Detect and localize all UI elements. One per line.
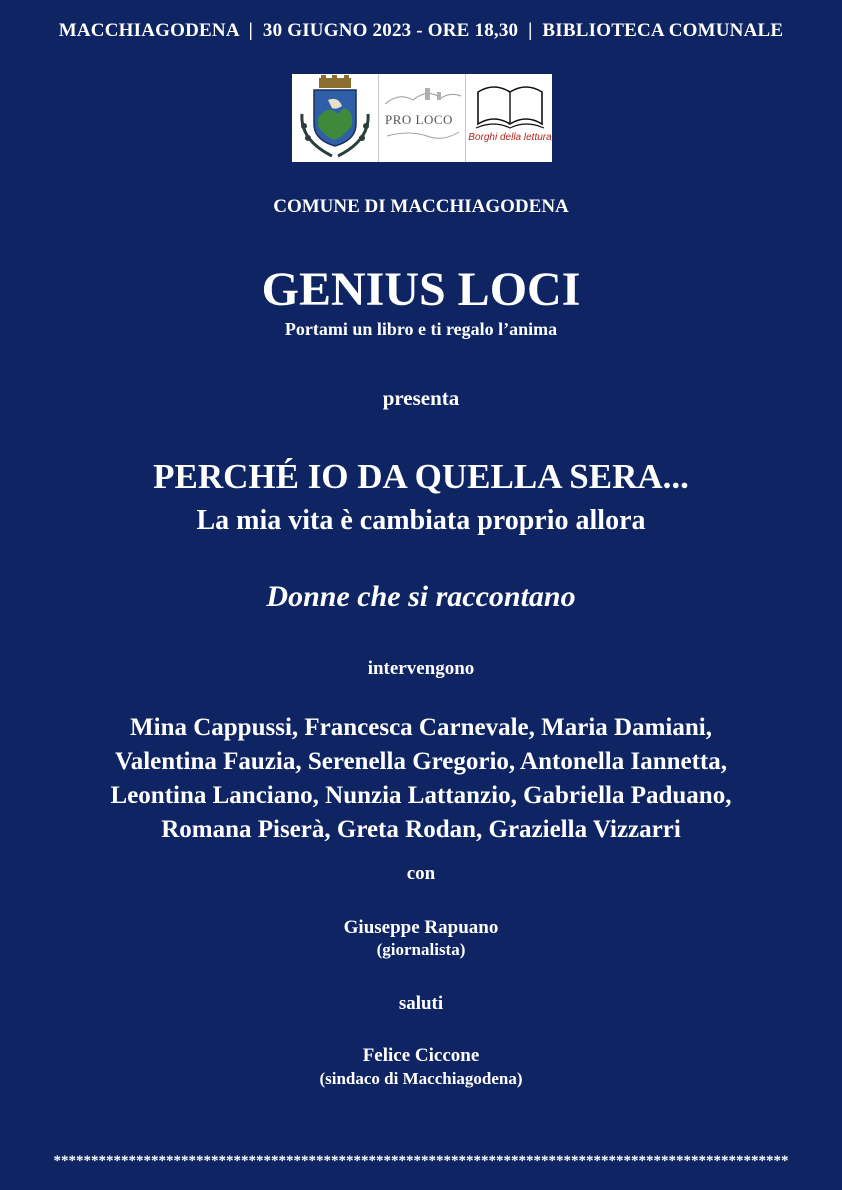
project-tagline: Portami un libro e ti regalo l’anima xyxy=(284,319,558,339)
project-title: GENIUS LOCI xyxy=(261,263,581,316)
con-label: con xyxy=(406,863,436,884)
event-subtitle: La mia vita è cambiata proprio allora xyxy=(196,505,646,536)
saluti-label: saluti xyxy=(398,993,444,1014)
mayor-name: Felice Ciccone xyxy=(362,1045,480,1066)
organizer-name: COMUNE DI MACCHIAGODENA xyxy=(273,196,569,217)
borghi-della-lettura-logo xyxy=(465,74,554,162)
event-theme: Donne che si raccontano xyxy=(266,580,576,613)
proloco-logo xyxy=(378,74,465,162)
speakers-line: Valentina Fauzia, Serenella Gregorio, Antonella Iannetta, xyxy=(114,748,728,775)
proloco-logo-text: PRO LOCO xyxy=(385,112,453,127)
event-header: MACCHIAGODENA | 30 GIUGNO 2023 - ORE 18,30 | BIBLIOTECA COMUNALE xyxy=(58,20,784,41)
footer-stars-divider: ************************************************************************************************** xyxy=(53,1153,789,1169)
guest-name: Giuseppe Rapuano xyxy=(343,917,499,938)
guest-role: (giornalista) xyxy=(376,940,466,959)
speakers-line: Mina Cappussi, Francesca Carnevale, Maria Damiani, xyxy=(130,714,712,741)
event-title: PERCHÉ IO DA QUELLA SERA... xyxy=(153,457,689,496)
presenta-label: presenta xyxy=(382,386,460,410)
intervengono-label: intervengono xyxy=(367,658,475,679)
borghi-logo-text: Borghi della lettura xyxy=(468,132,552,143)
speakers-list xyxy=(0,711,842,847)
speakers-line: Romana Piserà, Greta Rodan, Graziella Vizzarri xyxy=(161,816,681,843)
mayor-role: (sindaco di Macchiagodena) xyxy=(319,1069,523,1088)
speakers-line: Leontina Lanciano, Nunzia Lattanzio, Gabriella Paduano, xyxy=(110,782,732,809)
logo-strip xyxy=(292,74,552,162)
municipal-crest-icon xyxy=(292,74,378,162)
